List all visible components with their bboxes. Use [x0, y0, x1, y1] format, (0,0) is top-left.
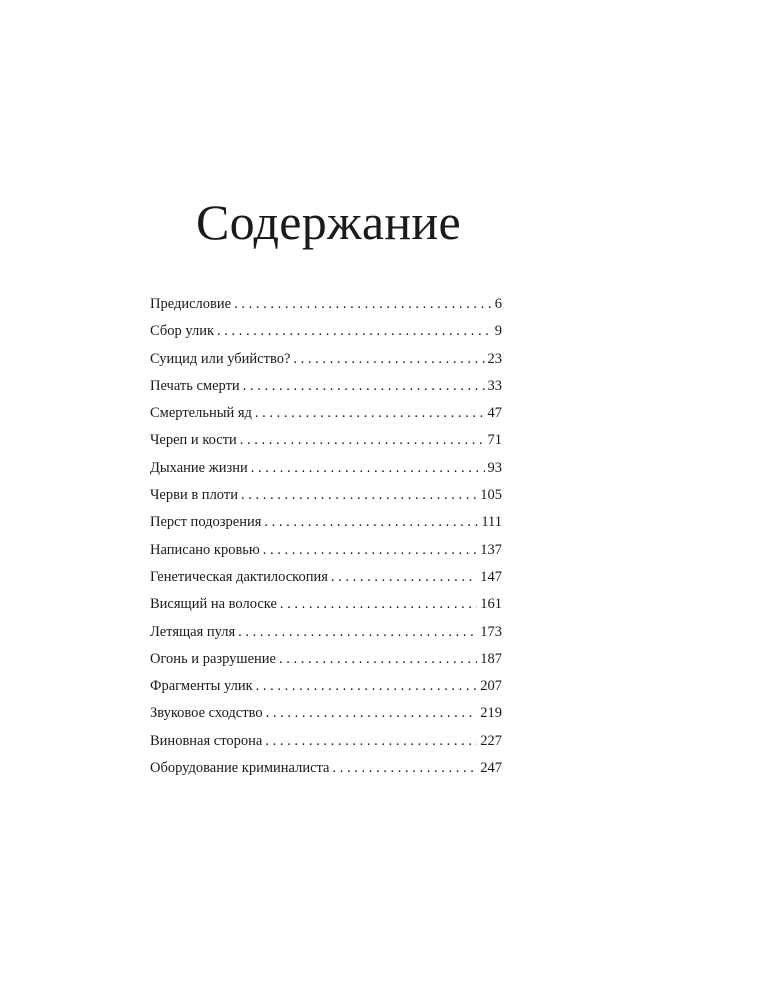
toc-entry-title: Сбор улик: [150, 323, 215, 340]
toc-entry-page: 147: [480, 568, 502, 585]
dot-leader: [280, 591, 477, 618]
toc-entry-title: Огонь и разрушение: [150, 650, 276, 667]
toc-entry-page: 47: [487, 405, 502, 422]
toc-entry: [150, 482, 502, 509]
toc-entry: [150, 755, 502, 782]
toc-entry: [150, 591, 502, 618]
toc-entry-title: Генетическая дактилоскопия: [150, 568, 328, 585]
toc-entry-title: Виновная сторона: [150, 732, 263, 749]
toc-entry-page: 247: [480, 760, 502, 777]
toc-entry-title: Летящая пуля: [150, 623, 236, 640]
toc-entry-page: 9: [494, 323, 502, 340]
toc-entry: [150, 427, 502, 454]
dot-leader: [240, 427, 485, 454]
toc-entry-title: Смертельный яд: [150, 405, 252, 422]
toc-entry-title: Оборудование криминалиста: [150, 760, 330, 777]
toc-entry-title: Висящий на волоске: [150, 596, 277, 613]
toc-entry-page: 6: [494, 296, 502, 312]
toc-entry-page: 23: [487, 350, 502, 367]
toc-entry-page: 161: [480, 596, 502, 613]
dot-leader: [263, 537, 477, 564]
toc-entry: [150, 291, 502, 318]
toc-entry: [150, 455, 502, 482]
dot-leader: [333, 755, 478, 782]
toc-entry-title: Написано кровью: [150, 541, 260, 558]
dot-leader: [241, 482, 477, 509]
toc-entry-page: 207: [480, 678, 502, 695]
dot-leader: [266, 700, 478, 727]
toc-entry-page: 93: [487, 459, 502, 476]
toc-entry-title: Печать смерти: [150, 377, 240, 394]
toc-entry-title: Перст подозрения: [150, 514, 262, 531]
page-title: Содержание: [196, 194, 461, 250]
toc-entry-page: 111: [481, 514, 502, 531]
toc-entry-page: 173: [480, 623, 502, 640]
toc-entry: [150, 700, 502, 727]
toc-entry-page: 71: [487, 432, 502, 449]
toc-entry-page: 137: [480, 541, 502, 558]
dot-leader: [238, 619, 477, 646]
toc-entry-title: Суицид или убийство?: [150, 350, 291, 367]
toc-entry: [150, 564, 502, 591]
dot-leader: [256, 673, 478, 700]
dot-leader: [234, 291, 492, 318]
toc-entry: [150, 400, 502, 427]
toc-entry-title: Дыхание жизни: [150, 459, 248, 476]
dot-leader: [217, 318, 492, 345]
toc-entry: [150, 673, 502, 700]
toc-entry: [150, 373, 502, 400]
dot-leader: [279, 646, 477, 673]
toc-entry-page: 105: [480, 487, 502, 504]
toc-entry: [150, 646, 502, 673]
toc-entry-page: 219: [480, 705, 502, 722]
dot-leader: [265, 728, 477, 755]
toc-entry: [150, 509, 502, 536]
toc-entry-page: 187: [480, 650, 502, 667]
toc-entry: [150, 318, 502, 345]
toc-entry-title: Черви в плоти: [150, 487, 238, 504]
toc-entry-page: 227: [480, 732, 502, 749]
dot-leader: [243, 373, 485, 400]
toc-entry-title: Череп и кости: [150, 432, 237, 449]
toc-entry: [150, 537, 502, 564]
toc-entry: [150, 346, 502, 373]
toc-entry-title: Предисловие: [150, 296, 232, 312]
dot-leader: [264, 509, 478, 536]
toc-entry-title: Фрагменты улик: [150, 678, 253, 695]
dot-leader: [251, 455, 485, 482]
table-of-contents: [150, 291, 502, 782]
dot-leader: [255, 400, 485, 427]
toc-entry: [150, 728, 502, 755]
toc-entry: [150, 619, 502, 646]
toc-entry-page: 33: [487, 377, 502, 394]
dot-leader: [331, 564, 477, 591]
dot-leader: [293, 346, 484, 373]
toc-entry-title: Звуковое сходство: [150, 705, 263, 722]
